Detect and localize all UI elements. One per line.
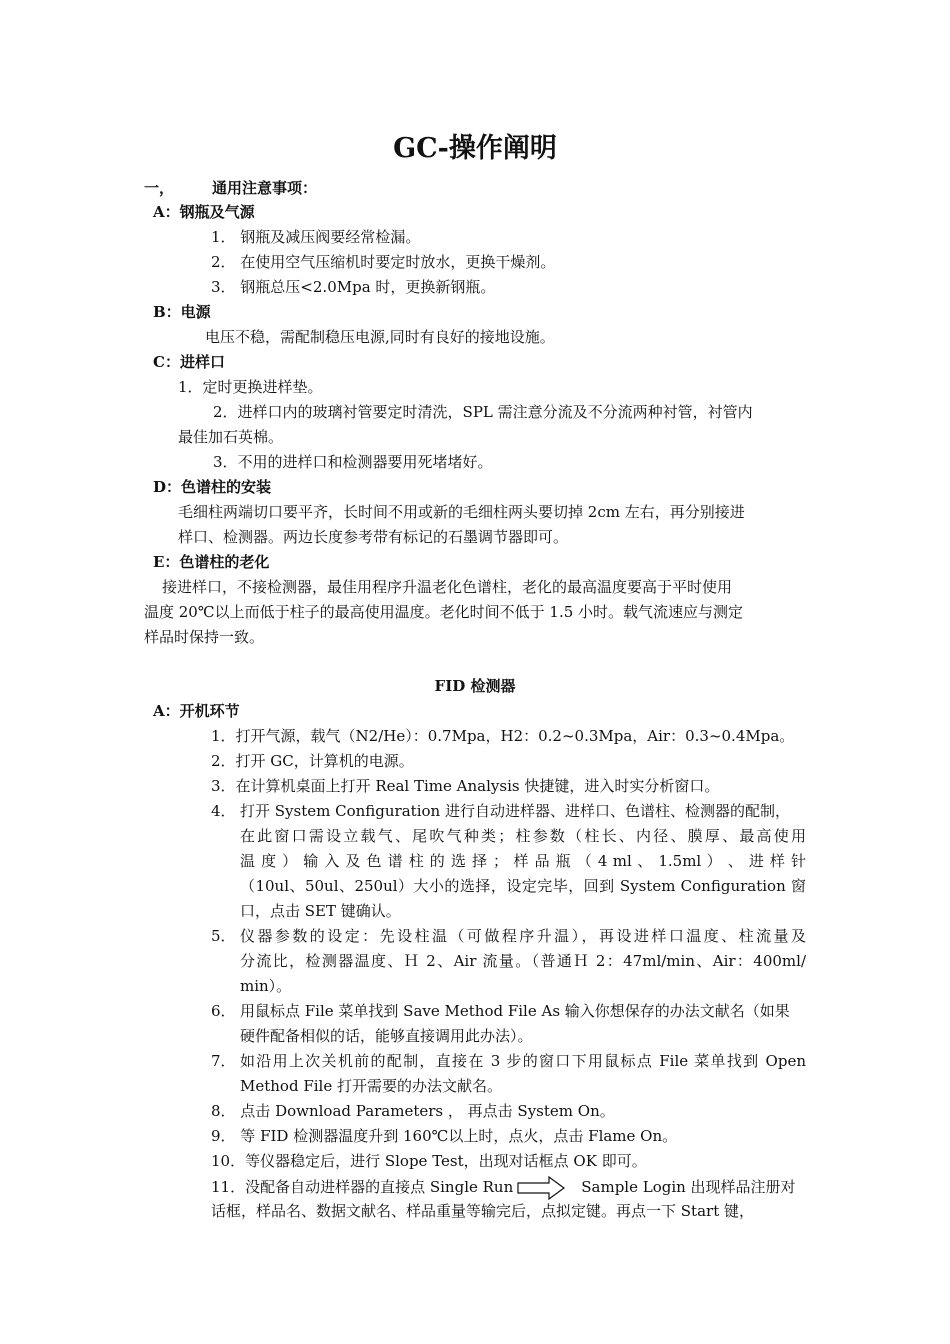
step-4-line: （10ul、50ul、250ul）大小的选择，设定完毕，回到 System Configuration 窗 [240,877,806,895]
step-4-number: 4． [211,802,236,820]
subsection-e-heading: E：色谱柱的老化 [153,553,270,571]
step-4-line: 在此窗口需设立载气、尾吹气种类；柱参数（柱长、内径、膜厚、最高使用 [240,827,806,845]
step-7-line: Method File 打开需要的办法文献名。 [240,1077,502,1095]
step-9: 9． 等 FID 检测器温度升到 160℃以上时，点火，点击 Flame On。 [211,1127,678,1145]
subsection-b-heading: B：电源 [153,303,211,321]
step-11-part-a: 11．没配备自动进样器的直接点 Single Run [211,1178,514,1196]
step-4-line: 口，点击 SET 键确认。 [240,902,401,920]
fid-a-heading: A：开机环节 [153,702,240,720]
step-3: 3．在计算机桌面上打开 Real Time Analysis 快捷键，进入时实分析窗口。 [211,777,720,795]
step-4-line: 温 度 ） 输 入 及 色 谱 柱 的 选 择 ； 样 品 瓶 （ 4 ml 、 1.5ml ） 、 进 样 针 [240,852,806,870]
paragraph: 电压不稳，需配制稳压电源,同时有良好的接地设施。 [205,328,555,346]
paragraph: 样品时保持一致。 [144,628,265,646]
list-item: 2．进样口内的玻璃衬管要定时清洗，SPL 需注意分流及不分流两种衬管，衬管内 [213,403,753,421]
step-8: 8． 点击 Download Parameters ， 再点击 System On。 [211,1102,615,1120]
step-11-line [211,1176,796,1200]
step-5-line: 分流比，检测器温度、Ｈ 2、Air 流量。（普通Ｈ 2：47ml/min、Air：400ml/ [240,952,806,970]
page-title: GC-操作阐明 [393,133,557,164]
step-6-number: 6． [211,1002,236,1020]
list-item-continued: 最佳加石英棉。 [178,428,284,446]
step-6-line: 硬件配备相似的话，能够直接调用此办法）。 [240,1027,533,1045]
subsection-d-heading: D：色谱柱的安装 [153,478,272,496]
paragraph: 毛细柱两端切口要平齐，长时间不用或新的毛细柱两头要切掉 2cm 左右，再分别接进 [178,503,745,521]
step-11-line: 话框，样品名、数据文献名、样品重量等输完后，点拟定键。再点一下 Start 键， [211,1202,754,1220]
step-11-part-b: Sample Login 出现样品注册对 [581,1178,796,1196]
step-5-number: 5． [211,927,236,945]
step-7-line: 如沿用上次关机前的配制，直接在 3 步的窗口下用鼠标点 File 菜单找到 Open [240,1052,806,1070]
right-arrow-icon [517,1176,565,1200]
list-item: 1． 钢瓶及减压阀要经常检漏。 [211,228,421,246]
fid-heading: FID 检测器 [434,677,516,695]
step-7-number: 7． [211,1052,236,1070]
step-2: 2．打开 GC，计算机的电源。 [211,752,414,770]
step-5-line: 仪器参数的设定：先设柱温（可做程序升温），再设进样口温度、柱流量及 [240,927,806,945]
paragraph: 接进样口，不接检测器，最佳用程序升温老化色谱柱，老化的最高温度要高于平时使用 [162,578,733,596]
list-item: 1．定时更换进样垫。 [178,378,323,396]
step-6-line: 用鼠标点 File 菜单找到 Save Method File As 输入你想保存的办法文献名（如果 [240,1002,790,1020]
paragraph: 样口、检测器。两边长度参考带有标记的石墨调节器即可。 [178,528,569,546]
subsection-c-heading: C：进样口 [153,353,225,371]
step-4-line: 打开 System Configuration 进行自动进样器、进样口、色谱柱、检测器的配制， [240,802,790,820]
step-5-line: min）。 [240,977,292,995]
list-item: 3．不用的进样口和检测器要用死堵堵好。 [213,453,493,471]
subsection-a-heading: A：钢瓶及气源 [153,203,255,221]
section1-heading: 通用注意事项： [212,179,318,197]
paragraph: 温度 20℃以上而低于柱子的最高使用温度。老化时间不低于 1.5 小时。载气流速应与测定 [144,603,744,621]
step-10: 10．等仪器稳定后，进行 Slope Test，出现对话框点 OK 即可。 [211,1152,647,1170]
list-item: 2． 在使用空气压缩机时要定时放水，更换干燥剂。 [211,253,556,271]
step-1: 1．打开气源，载气（N2/He）：0.7Mpa，H2：0.2~0.3Mpa，Air：0.3~0.4Mpa。 [211,727,795,745]
section1-number: 一， [144,179,175,197]
list-item: 3． 钢瓶总压<2.0Mpa 时，更换新钢瓶。 [211,278,496,296]
